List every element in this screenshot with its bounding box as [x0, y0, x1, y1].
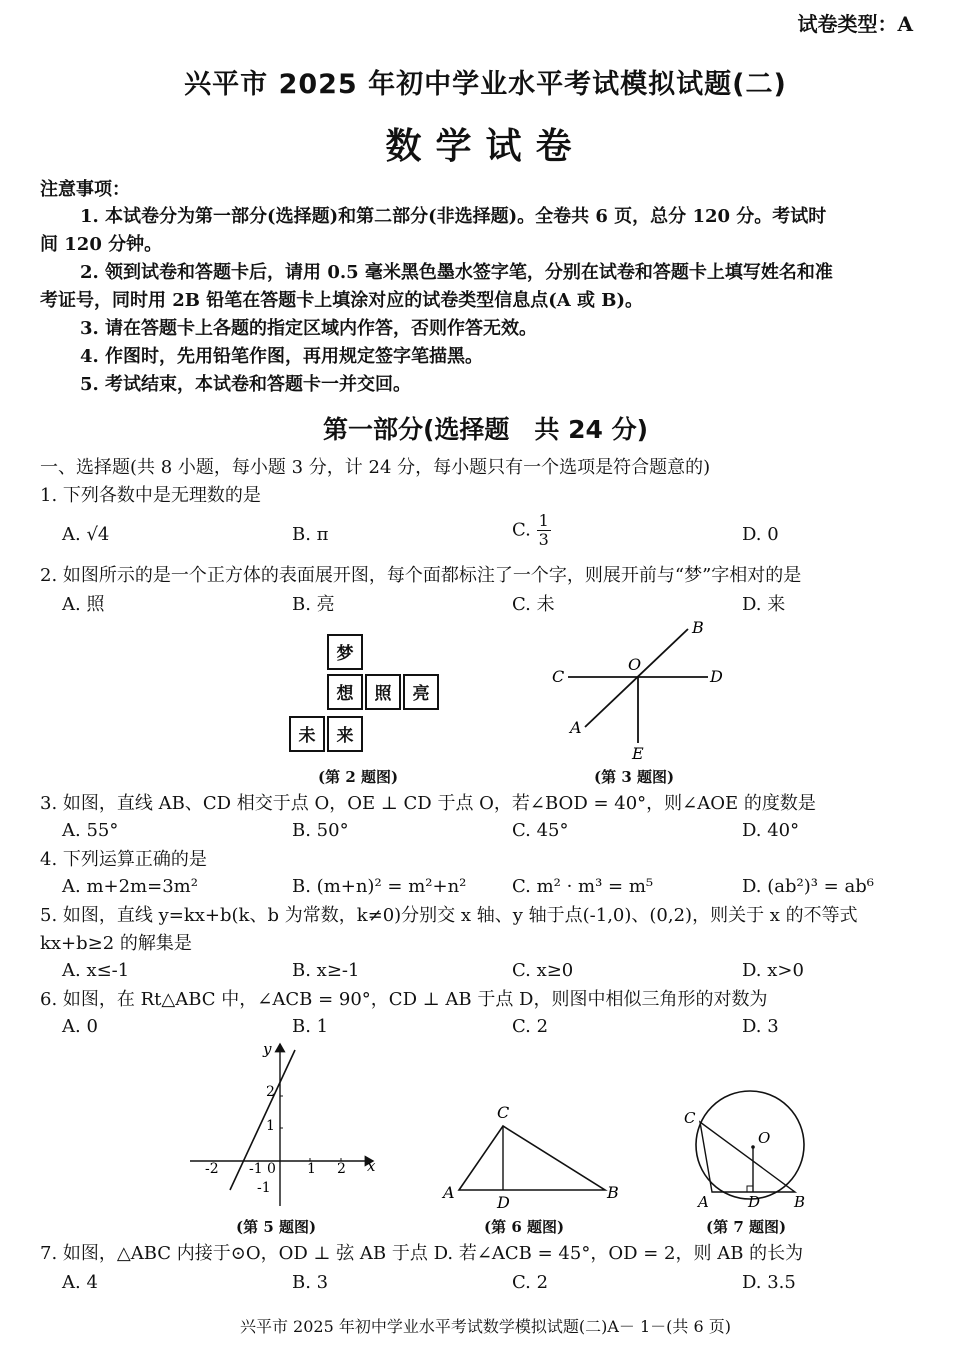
label-c: C [684, 1109, 696, 1127]
label-a: A [698, 1193, 709, 1211]
notice-item-5: 5. 考试结束，本试卷和答题卡一并交回。 [80, 374, 412, 395]
figure-5-graph [185, 1038, 385, 1213]
label-a: A [443, 1183, 455, 1202]
q1-option-c-prefix: C. [512, 519, 537, 541]
label-d: D [748, 1193, 761, 1211]
tick-origin: 0 [267, 1161, 276, 1177]
section-heading: 一、选择题(共 8 小题，每小题 3 分，计 24 分，每小题只有一个选项是符合题意的) [40, 457, 711, 478]
q1-fraction [537, 512, 551, 549]
circle-o [696, 1091, 804, 1199]
q1-option-a: A. √4 [62, 524, 110, 545]
q7-option-a: A. 4 [62, 1272, 98, 1293]
subject-title: 数学试卷 [385, 126, 586, 167]
q7-stem: 7. 如图，△ABC 内接于⊙O，OD ⊥ 弦 AB 于点 D. 若∠ACB = 45°，OD = 2，则 AB 的长为 [40, 1243, 804, 1264]
label-e: E [632, 744, 644, 763]
label-o: O [628, 655, 642, 674]
notice-item-3: 3. 请在答题卡上各题的指定区域内作答，否则作答无效。 [80, 318, 538, 339]
figure-5-caption: (第 5 题图) [236, 1218, 317, 1236]
q6-stem: 6. 如图，在 Rt△ABC 中，∠ACB = 90°，CD ⊥ AB 于点 D，则图中相似三角形的对数为 [40, 989, 768, 1010]
q5-stem-line2: kx+b≥2 的解集是 [40, 933, 192, 954]
label-b: B [607, 1183, 619, 1202]
tick-y-neg1: -1 [257, 1180, 271, 1196]
q7-option-b: B. 3 [292, 1272, 329, 1293]
q5-option-a: A. x≤-1 [62, 960, 130, 981]
q3-option-b: B. 50° [292, 820, 349, 841]
figure-6-caption: (第 6 题图) [484, 1218, 565, 1236]
q3-option-c: C. 45° [512, 820, 569, 841]
line-ab [585, 629, 688, 727]
center-point [751, 1145, 755, 1149]
paper-type: 试卷类型：A [797, 12, 913, 36]
label-c: C [497, 1103, 510, 1122]
notice-item-1-cont: 间 120 分钟。 [40, 234, 163, 255]
q5-stem-line1: 5. 如图，直线 y=kx+b(k、b 为常数，k≠0)分别交 x 轴、y 轴于点(-1,0)、(0,2)，则关于 x 的不等式 [40, 905, 858, 926]
triangle-abc [459, 1126, 605, 1190]
label-b: B [794, 1193, 806, 1211]
notice-item-1: 1. 本试卷分为第一部分(选择题)和第二部分(非选择题)。全卷共 6 页，总分 120 分。考试时 [80, 206, 827, 227]
figure-3-lines [540, 615, 740, 765]
label-c: C [552, 667, 565, 686]
q7-option-d: D. 3.5 [742, 1272, 796, 1293]
net-cell-xiang: 想 [327, 674, 363, 710]
tick-y-2: 2 [266, 1084, 275, 1100]
q4-option-d: D. (ab²)³ = ab⁶ [742, 876, 874, 897]
q4-stem: 4. 下列运算正确的是 [40, 849, 207, 870]
q1-fraction-denominator: 3 [538, 530, 549, 549]
q4-option-b: B. (m+n)² = m²+n² [292, 876, 467, 897]
net-cell-zhao: 照 [365, 674, 401, 710]
part1-title: 第一部分(选择题 共 24 分) [322, 415, 649, 444]
q1-option-c [512, 512, 551, 549]
q2-stem: 2. 如图所示的是一个正方体的表面展开图，每个面都标注了一个字，则展开前与“梦”字相对的是 [40, 565, 802, 586]
q2-option-b: B. 亮 [292, 594, 335, 615]
q6-option-d: D. 3 [742, 1016, 779, 1037]
q7-option-c: C. 2 [512, 1272, 549, 1293]
right-angle-mark [747, 1186, 753, 1192]
notice-item-4: 4. 作图时，先用铅笔作图，再用规定签字笔描黑。 [80, 346, 484, 367]
q1-option-d: D. 0 [742, 524, 779, 545]
label-d: D [710, 667, 723, 686]
q6-option-b: B. 1 [292, 1016, 329, 1037]
figure-2-caption: (第 2 题图) [318, 768, 399, 786]
triangle-abc [700, 1122, 795, 1192]
q1-option-b: B. π [292, 524, 329, 545]
tick-x-neg2: -2 [205, 1161, 219, 1177]
x-axis-label: x [367, 1157, 376, 1175]
notice-item-2-cont: 考证号，同时用 2B 铅笔在答题卡上填涂对应的试卷类型信息点(A 或 B)。 [40, 290, 644, 311]
q2-option-c: C. 未 [512, 594, 555, 615]
tick-x-1: 1 [307, 1161, 316, 1177]
net-cell-wei: 未 [289, 716, 325, 752]
q6-option-a: A. 0 [62, 1016, 98, 1037]
q5-option-d: D. x>0 [742, 960, 804, 981]
y-axis-label: y [263, 1040, 272, 1058]
q4-option-a: A. m+2m=3m² [62, 876, 198, 897]
q4-option-c: C. m² · m³ = m⁵ [512, 876, 654, 897]
page-footer: 兴平市 2025 年初中学业水平考试数学模拟试题(二)A－ 1－(共 6 页) [239, 1317, 732, 1336]
label-o: O [758, 1129, 771, 1147]
q1-fraction-numerator: 1 [538, 511, 549, 530]
figure-7-circle [676, 1085, 816, 1215]
q1-stem: 1. 下列各数中是无理数的是 [40, 485, 261, 506]
figure-6-triangle [435, 1098, 630, 1213]
notice-item-2: 2. 领到试卷和答题卡后，请用 0.5 毫米黑色墨水签字笔，分别在试卷和答题卡上填写姓名和准 [80, 262, 833, 283]
q3-option-d: D. 40° [742, 820, 800, 841]
q6-option-c: C. 2 [512, 1016, 549, 1037]
figure-7-caption: (第 7 题图) [706, 1218, 787, 1236]
q3-stem: 3. 如图，直线 AB、CD 相交于点 O，OE ⊥ CD 于点 O，若∠BOD = 40°，则∠AOE 的度数是 [40, 793, 816, 814]
tick-y-1: 1 [266, 1118, 275, 1134]
q2-option-d: D. 来 [742, 594, 786, 615]
figure-3-caption: (第 3 题图) [594, 768, 675, 786]
net-cell-liang: 亮 [403, 674, 439, 710]
tick-x-2: 2 [337, 1161, 346, 1177]
figure-2-cube-net [285, 634, 455, 764]
label-d: D [497, 1193, 510, 1212]
q3-option-a: A. 55° [62, 820, 119, 841]
q5-option-b: B. x≥-1 [292, 960, 360, 981]
tick-x-neg1: -1 [249, 1161, 263, 1177]
notice-heading: 注意事项： [40, 179, 130, 200]
net-cell-lai: 来 [327, 716, 363, 752]
label-a: A [570, 718, 582, 737]
exam-title: 兴平市 2025 年初中学业水平考试模拟试题(二) [184, 69, 787, 100]
q5-option-c: C. x≥0 [512, 960, 574, 981]
label-b: B [692, 618, 704, 637]
net-cell-meng: 梦 [327, 634, 363, 670]
q2-option-a: A. 照 [62, 594, 105, 615]
